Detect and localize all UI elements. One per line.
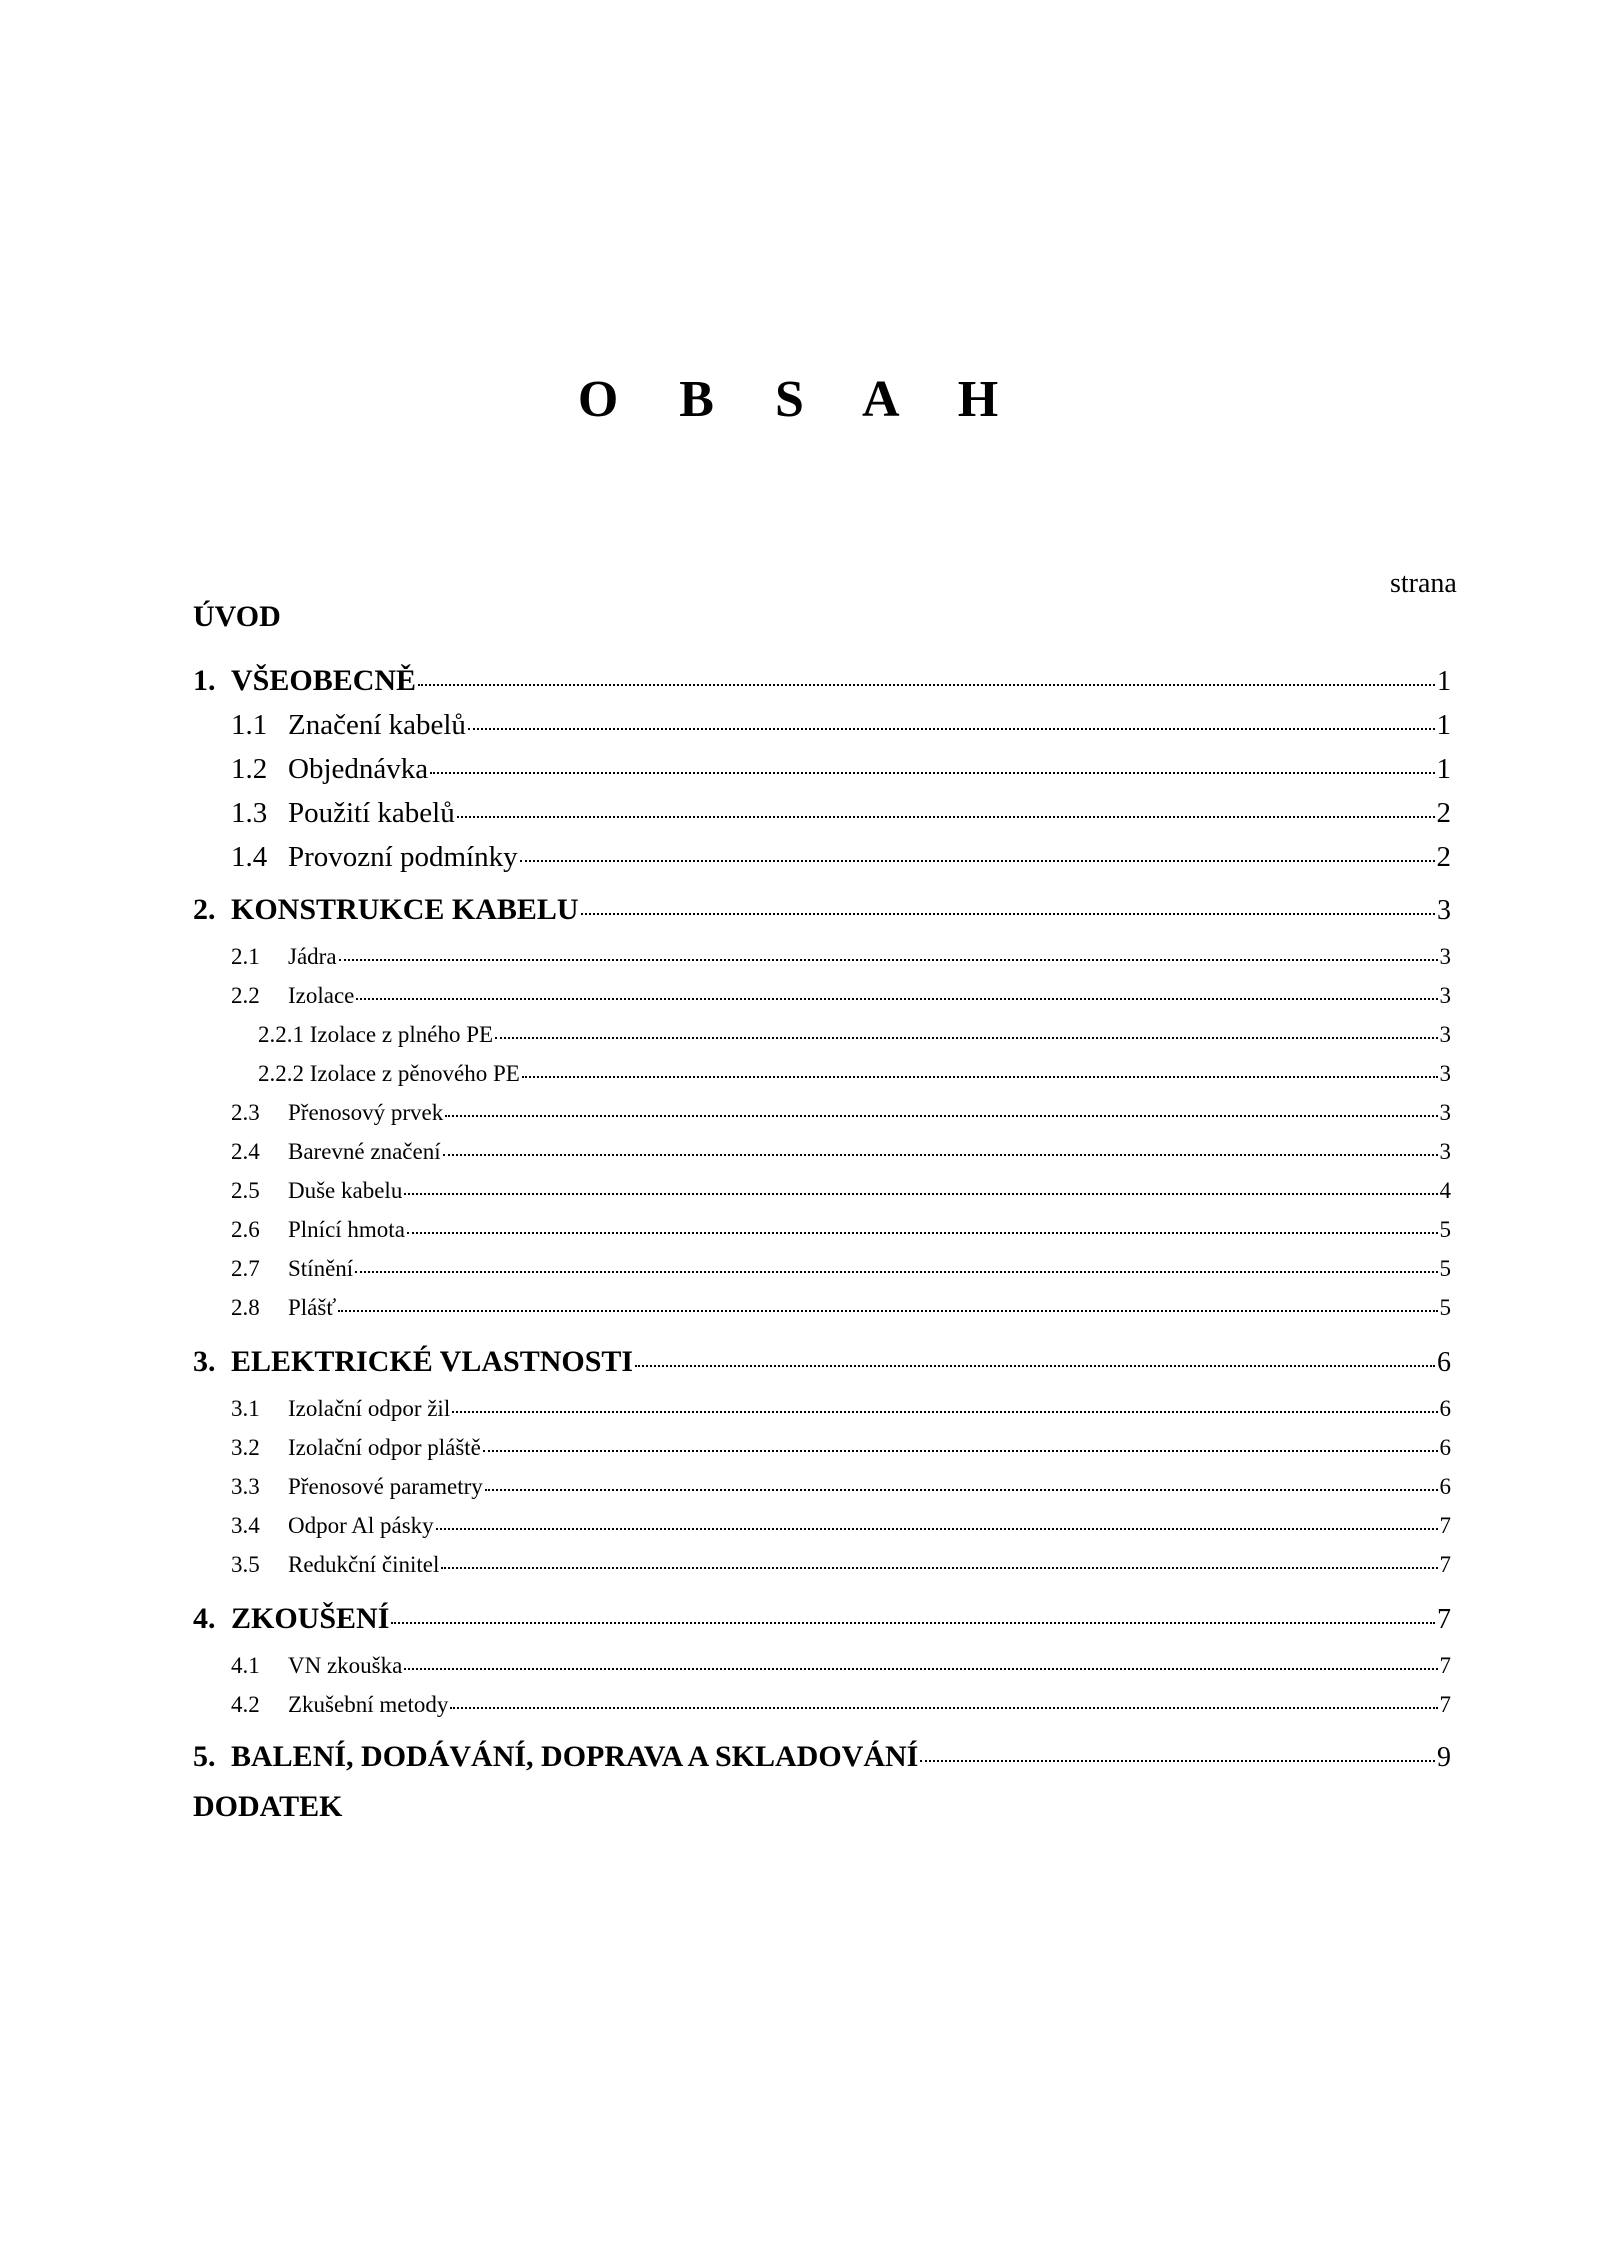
toc-entry-page: 6	[1439, 1474, 1451, 1499]
toc-entry-number: 2.1	[231, 944, 260, 969]
toc-entry-title: Provozní podmínky	[288, 841, 518, 873]
toc-entry-number: 5.	[193, 1740, 216, 1773]
toc-entry-page: 5	[1439, 1295, 1451, 1320]
toc-entry-number: 2.4	[231, 1139, 260, 1164]
toc-entry-number: 2.5	[231, 1178, 260, 1203]
toc-entry-page: 3	[1439, 1139, 1451, 1164]
toc-entry-number: 2.3	[231, 1100, 260, 1125]
toc-entry-2-3[interactable]	[231, 1100, 1451, 1126]
toc-entry-3[interactable]	[193, 1345, 1451, 1379]
toc-entry-title: Přenosové parametry	[288, 1474, 483, 1499]
toc-entry-1-4[interactable]	[231, 841, 1451, 874]
toc-entry-title: Objednávka	[288, 753, 429, 785]
dot-leader	[445, 1115, 1437, 1117]
toc-entry-number: 3.	[193, 1345, 216, 1378]
toc-entry-page: 1	[1436, 753, 1451, 785]
toc-entry-title: 2.2.2 Izolace z pěnového PE	[258, 1061, 520, 1086]
toc-entry-2-1[interactable]	[231, 944, 1451, 970]
toc-entry-title: Odpor Al pásky	[288, 1513, 434, 1538]
toc-entry-1[interactable]	[193, 664, 1451, 698]
toc-entry-4-1[interactable]	[231, 1653, 1451, 1679]
toc-entry-page: 7	[1437, 1604, 1451, 1635]
toc-entry-title: 2.2.1 Izolace z plného PE	[258, 1022, 494, 1047]
dot-leader	[495, 1037, 1437, 1039]
toc-entry-number: 2.7	[231, 1256, 260, 1281]
toc-entry-number: 2.8	[231, 1295, 260, 1320]
dot-leader	[457, 816, 1435, 818]
toc-dodatek-title: DODATEK	[193, 1790, 343, 1823]
toc-entry-page: 2	[1436, 841, 1451, 873]
toc-entry-2-2[interactable]	[231, 983, 1451, 1009]
toc-entry-number: 2.2	[231, 983, 260, 1008]
dot-leader	[436, 1528, 1438, 1530]
toc-entry-title: Izolace	[288, 983, 355, 1008]
page-column-label: strana	[1390, 568, 1457, 599]
toc-entry-2-7[interactable]	[231, 1256, 1451, 1282]
toc-entry-2-6[interactable]	[231, 1217, 1451, 1243]
toc-entry-1-3[interactable]	[231, 797, 1451, 830]
toc-entry-title: ZKOUŠENÍ	[231, 1602, 390, 1635]
toc-entry-1-1[interactable]	[231, 709, 1451, 742]
toc-entry-page: 7	[1439, 1552, 1451, 1577]
page-title: O B S A H	[577, 371, 1023, 428]
toc-entry-page: 7	[1439, 1653, 1451, 1678]
dot-leader	[407, 1232, 1438, 1234]
toc-entry-page: 1	[1437, 666, 1451, 697]
toc-entry-page: 3	[1439, 1061, 1451, 1086]
toc-entry-title: Plášť	[288, 1295, 337, 1320]
toc-entry-title: Zkušební metody	[288, 1692, 449, 1717]
toc-entry-number: 2.	[193, 893, 216, 926]
toc-entry-title: KONSTRUKCE KABELU	[231, 893, 579, 926]
toc-entry-5[interactable]	[193, 1740, 1451, 1774]
toc-entry-page: 3	[1439, 1100, 1451, 1125]
toc-entry-title: Značení kabelů	[288, 709, 466, 741]
toc-entry-title: Stínění	[288, 1256, 354, 1281]
toc-entry-page: 3	[1437, 895, 1451, 926]
toc-entry-title: Přenosový prvek	[288, 1100, 444, 1125]
toc-entry-number: 3.4	[231, 1513, 260, 1538]
toc-entry-page: 2	[1436, 797, 1451, 829]
dot-leader	[404, 1193, 1437, 1195]
toc-entry-title: VŠEOBECNĚ	[231, 664, 417, 697]
toc-entry-page: 6	[1439, 1396, 1451, 1421]
toc-entry-2-8[interactable]	[231, 1295, 1451, 1321]
dot-leader	[468, 728, 1435, 730]
toc-entry-3-4[interactable]	[231, 1513, 1451, 1539]
toc-entry-number: 1.1	[231, 709, 268, 741]
toc-entry-number: 1.2	[231, 753, 268, 785]
toc-entry-number: 4.	[193, 1602, 216, 1635]
toc-entry-2-4[interactable]	[231, 1139, 1451, 1165]
toc-entry-title: VN zkouška	[288, 1653, 403, 1678]
dot-leader	[452, 1411, 1437, 1413]
dot-leader	[441, 1567, 1437, 1569]
toc-entry-2-5[interactable]	[231, 1178, 1451, 1204]
dot-leader	[581, 913, 1435, 915]
toc-entry-number: 1.3	[231, 797, 268, 829]
toc-entry-title: Použití kabelů	[288, 797, 455, 829]
toc-entry-page: 7	[1439, 1513, 1451, 1538]
toc-entry-page: 1	[1436, 709, 1451, 741]
toc-entry-title: Duše kabelu	[288, 1178, 403, 1203]
toc-entry-page: 5	[1439, 1256, 1451, 1281]
dot-leader	[485, 1489, 1438, 1491]
dot-leader	[356, 998, 1437, 1000]
dot-leader	[443, 1154, 1438, 1156]
dot-leader	[520, 860, 1435, 862]
toc-entry-page: 6	[1437, 1347, 1451, 1378]
toc-entry-4-2[interactable]	[231, 1692, 1451, 1718]
toc-entry-title: Jádra	[288, 944, 337, 969]
dot-leader	[450, 1707, 1437, 1709]
toc-entry-title: Izolační odpor žil	[288, 1396, 451, 1421]
dot-leader	[339, 959, 1438, 961]
toc-entry-number: 3.5	[231, 1552, 260, 1577]
toc-entry-number: 3.2	[231, 1435, 260, 1460]
toc-entry-title: BALENÍ, DODÁVÁNÍ, DOPRAVA A SKLADOVÁNÍ	[231, 1740, 919, 1773]
toc-entry-page: 7	[1439, 1692, 1451, 1717]
toc-entry-1-2[interactable]	[231, 753, 1451, 786]
toc-entry-number: 4.1	[231, 1653, 260, 1678]
toc-entry-page: 3	[1439, 983, 1451, 1008]
toc-entry-title: Plnící hmota	[288, 1217, 405, 1242]
toc-entry-2[interactable]	[193, 893, 1451, 927]
toc-dodatek[interactable]	[193, 1790, 1451, 1824]
toc-entry-number: 3.3	[231, 1474, 260, 1499]
dot-leader	[338, 1310, 1437, 1312]
dot-leader	[355, 1271, 1437, 1273]
toc-uvod-title: ÚVOD	[193, 600, 281, 633]
toc-entry-title: Izolační odpor pláště	[288, 1435, 481, 1460]
dot-leader	[483, 1450, 1438, 1452]
toc-entry-title: Barevné značení	[288, 1139, 441, 1164]
toc-entry-page: 6	[1439, 1435, 1451, 1460]
dot-leader	[418, 684, 1435, 686]
toc-entry-3-1[interactable]	[231, 1396, 1451, 1422]
toc-entry-number: 1.4	[231, 841, 268, 873]
dot-leader	[391, 1622, 1435, 1624]
toc-uvod[interactable]	[193, 600, 1451, 634]
toc-entry-title: Redukční činitel	[288, 1552, 440, 1577]
toc-entry-page: 9	[1437, 1742, 1451, 1773]
toc-entry-number: 1.	[193, 664, 216, 697]
toc-entry-3-2[interactable]	[231, 1435, 1451, 1461]
toc-entry-number: 3.1	[231, 1396, 260, 1421]
toc-entry-number: 4.2	[231, 1692, 260, 1717]
dot-leader	[635, 1365, 1435, 1367]
toc-entry-title: ELEKTRICKÉ VLASTNOSTI	[231, 1345, 634, 1378]
toc-entry-4[interactable]	[193, 1602, 1451, 1636]
toc-entry-2-2-1[interactable]	[258, 1022, 1451, 1048]
toc-entry-page: 3	[1439, 944, 1451, 969]
toc-entry-2-2-2[interactable]	[258, 1061, 1451, 1087]
dot-leader	[522, 1076, 1438, 1078]
toc-entry-page: 4	[1439, 1178, 1451, 1203]
toc-entry-3-3[interactable]	[231, 1474, 1451, 1500]
dot-leader	[920, 1760, 1435, 1762]
toc-entry-page: 3	[1439, 1022, 1451, 1047]
toc-entry-page: 5	[1439, 1217, 1451, 1242]
dot-leader	[430, 772, 1434, 774]
dot-leader	[404, 1668, 1437, 1670]
toc-entry-3-5[interactable]	[231, 1552, 1451, 1578]
toc-entry-number: 2.6	[231, 1217, 260, 1242]
